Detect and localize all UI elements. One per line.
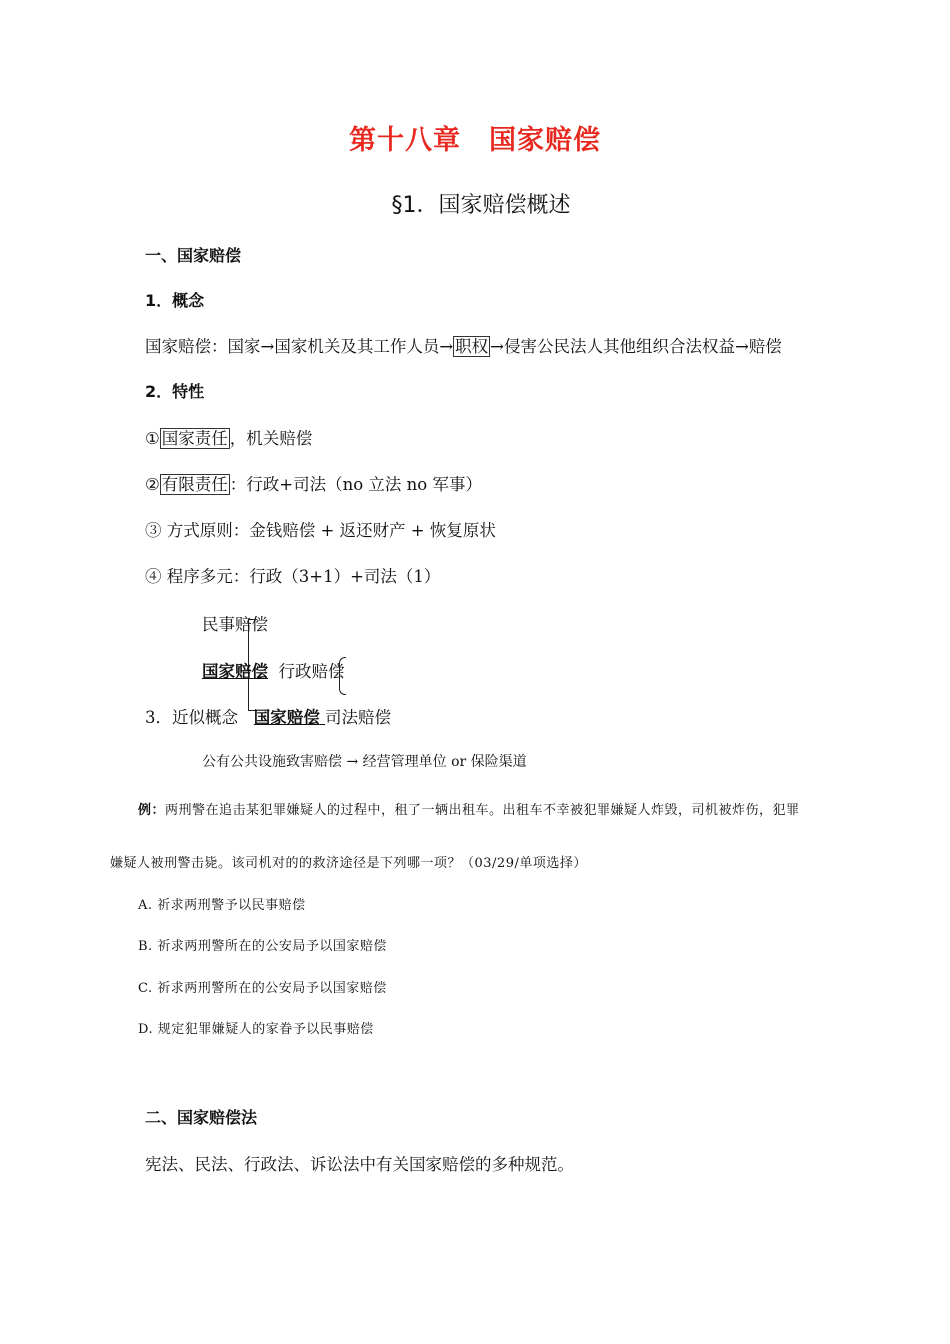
feature-2-boxed: 有限责任 <box>161 475 228 494</box>
admin-compensation: 行政赔偿 <box>278 662 345 681</box>
feature-4: ④ 程序多元：行政（3+1）+司法（1） <box>145 567 441 586</box>
state-compensation-row <box>202 658 345 682</box>
heading-concept: 1．概念 <box>145 291 205 310</box>
feature-1-rest: ，机关赔偿 <box>229 429 313 448</box>
law-text: 宪法、民法、行政法、诉讼法中有关国家赔偿的多种规范。 <box>145 1155 574 1174</box>
similar-concepts-label: 3．近似概念 <box>145 708 238 727</box>
option-a: A. 祈求两刑警予以民事赔偿 <box>138 898 306 913</box>
example-line-1 <box>138 799 800 818</box>
option-b: B. 祈求两刑警所在的公安局予以国家赔偿 <box>138 939 387 954</box>
public-facilities-line: 公有公共设施致害赔偿 → 经营管理单位 or 保险渠道 <box>202 754 527 770</box>
feature-2-number: ② <box>145 475 160 494</box>
example-line-2: 嫌疑人被刑警击毙。该司机对的的救济途径是下列哪一项？（03/29/单项选择） <box>110 856 587 871</box>
feature-3: ③ 方式原则：金钱赔偿 + 返还财产 + 恢复原状 <box>145 521 496 540</box>
state-compensation-label-2: 国家赔偿 <box>253 708 320 727</box>
feature-2-rest: ：行政+司法（no 立法 no 军事） <box>229 475 482 494</box>
concept-boxed-term: 职权 <box>455 337 489 356</box>
judicial-compensation: 司法赔偿 <box>325 708 391 727</box>
chapter-title: 第十八章 国家赔偿 <box>349 125 601 156</box>
concept-text-before: 国家赔偿：国家→国家机关及其工作人员→ <box>145 337 454 356</box>
example-label: 例： <box>138 803 166 818</box>
concept-line <box>145 333 782 357</box>
heading-state-compensation-law: 二、国家赔偿法 <box>145 1108 258 1127</box>
state-compensation-label-1: 国家赔偿 <box>202 662 268 681</box>
heading-features: 2．特性 <box>145 382 205 401</box>
concept-text-after: →侵害公民法人其他组织合法权益→赔偿 <box>490 337 782 356</box>
example-text-1: 两刑警在追击某犯罪嫌疑人的过程中，租了一辆出租车。出租车不幸被犯罪嫌疑人炸毁，司机被炸伤，犯罪 <box>165 803 800 818</box>
feature-1-boxed: 国家责任 <box>161 429 228 448</box>
section-title: §1．国家赔偿概述 <box>391 193 571 218</box>
option-d: D. 规定犯罪嫌疑人的家眷予以民事赔偿 <box>138 1022 374 1037</box>
similar-concepts-row <box>145 704 391 728</box>
civil-compensation: 民事赔偿 <box>202 615 268 634</box>
feature-1 <box>145 425 312 449</box>
feature-1-number: ① <box>145 429 160 448</box>
heading-state-compensation: 一、国家赔偿 <box>145 246 242 265</box>
feature-2 <box>145 471 482 495</box>
option-c: C. 祈求两刑警所在的公安局予以国家赔偿 <box>138 981 387 996</box>
